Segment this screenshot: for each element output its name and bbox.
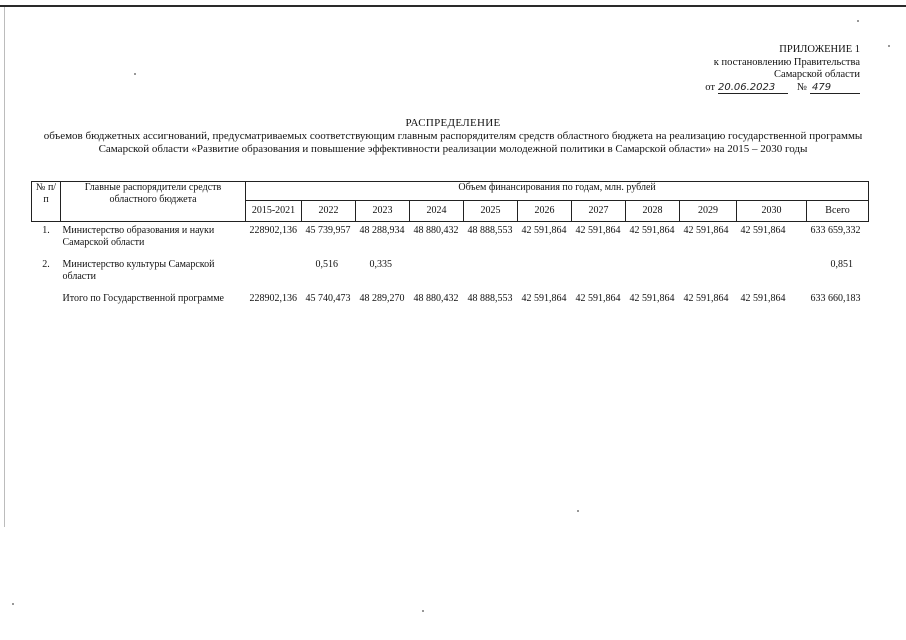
header-row-number: № п/п	[32, 182, 61, 222]
scan-speck	[134, 73, 136, 75]
handwritten-number: 479	[810, 82, 860, 94]
total-value: 42 591,864	[629, 293, 675, 304]
row-number: 1.	[42, 225, 50, 236]
total-value: 48 289,270	[359, 293, 405, 304]
cell-value	[626, 259, 680, 293]
cell-value: 228902,136	[249, 225, 297, 236]
cell-value	[680, 259, 737, 293]
header-year: 2025	[464, 201, 518, 222]
cell-value	[518, 259, 572, 293]
cell-value: 42 591,864	[683, 225, 729, 236]
table-row	[32, 259, 869, 293]
total-grand-value: 633 660,183	[810, 293, 861, 304]
header-year: 2028	[626, 201, 680, 222]
document-title: РАСПРЕДЕЛЕНИЕ	[405, 117, 501, 129]
total-value: 48 880,432	[413, 293, 459, 304]
left-scan-edge	[4, 7, 5, 527]
appendix-block	[660, 44, 860, 94]
cell-value: 0,516	[315, 259, 338, 270]
cell-value: 42 591,864	[521, 225, 567, 236]
cell-value: 42 591,864	[575, 225, 621, 236]
total-value: 42 591,864	[683, 293, 729, 304]
cell-total: 633 659,332	[810, 225, 861, 236]
handwritten-date: 20.06.2023	[718, 82, 788, 94]
total-value: 42 591,864	[521, 293, 567, 304]
top-border-line	[0, 5, 906, 7]
cell-value: 45 739,957	[305, 225, 351, 236]
scan-speck	[577, 510, 579, 512]
header-year: 2030	[737, 201, 807, 222]
appendix-region-line: Самарской области	[774, 69, 860, 80]
total-value: 42 591,864	[575, 293, 621, 304]
cell-value	[246, 259, 302, 293]
row-distributor: Министерство культуры Самарской области	[62, 259, 215, 282]
budget-table	[31, 181, 869, 307]
appendix-resolution-line: к постановлению Правительства	[713, 56, 860, 68]
cell-value: 42 591,864	[629, 225, 675, 236]
cell-value: 48 288,934	[359, 225, 405, 236]
header-year: 2026	[518, 201, 572, 222]
scan-speck	[12, 603, 14, 605]
header-total: Всего	[807, 201, 869, 222]
row-number: 2.	[42, 259, 50, 270]
header-year: 2024	[410, 201, 464, 222]
total-label: Итого по Государственной программе	[62, 293, 224, 304]
cell-value	[737, 259, 807, 293]
appendix-title: ПРИЛОЖЕНИЕ 1	[779, 44, 860, 55]
document-subtitle-line2: Самарской области «Развитие образования и повышение эффективности реализации молодежной политики в Самарской области» на 2015 – 2030 годы	[98, 143, 808, 155]
number-prefix: №	[796, 81, 807, 93]
cell-value	[464, 259, 518, 293]
scan-speck	[888, 45, 890, 47]
header-year: 2029	[680, 201, 737, 222]
header-year: 2015-2021	[246, 201, 302, 222]
total-value: 42 591,864	[740, 293, 786, 304]
cell-value: 48 888,553	[467, 225, 513, 236]
total-value: 48 888,553	[467, 293, 513, 304]
row-distributor: Министерство образования и науки Самарской области	[62, 225, 215, 248]
header-year: 2023	[356, 201, 410, 222]
appendix-signature-line	[660, 82, 860, 95]
table-row	[32, 222, 869, 260]
header-year: 2027	[572, 201, 626, 222]
cell-value: 48 880,432	[413, 225, 459, 236]
cell-value	[410, 259, 464, 293]
header-distributor: Главные распорядители средств областного бюджета	[61, 182, 246, 222]
total-value: 228902,136	[249, 293, 297, 304]
table-row-total	[32, 293, 869, 307]
date-prefix: от	[705, 81, 715, 93]
cell-value	[572, 259, 626, 293]
cell-value: 42 591,864	[740, 225, 786, 236]
document-heading	[0, 117, 906, 156]
cell-total: 0,851	[830, 259, 853, 270]
scan-speck	[422, 610, 424, 612]
scan-speck	[857, 20, 859, 22]
header-funding: Объем финансирования по годам, млн. рублей	[246, 182, 869, 201]
document-subtitle-line1: объемов бюджетных ассигнований, предусматриваемых соответствующим главным распорядителям средств областного бюджета на реализацию государственной программы	[43, 130, 863, 142]
total-value: 45 740,473	[305, 293, 351, 304]
header-year: 2022	[302, 201, 356, 222]
cell-value: 0,335	[369, 259, 392, 270]
